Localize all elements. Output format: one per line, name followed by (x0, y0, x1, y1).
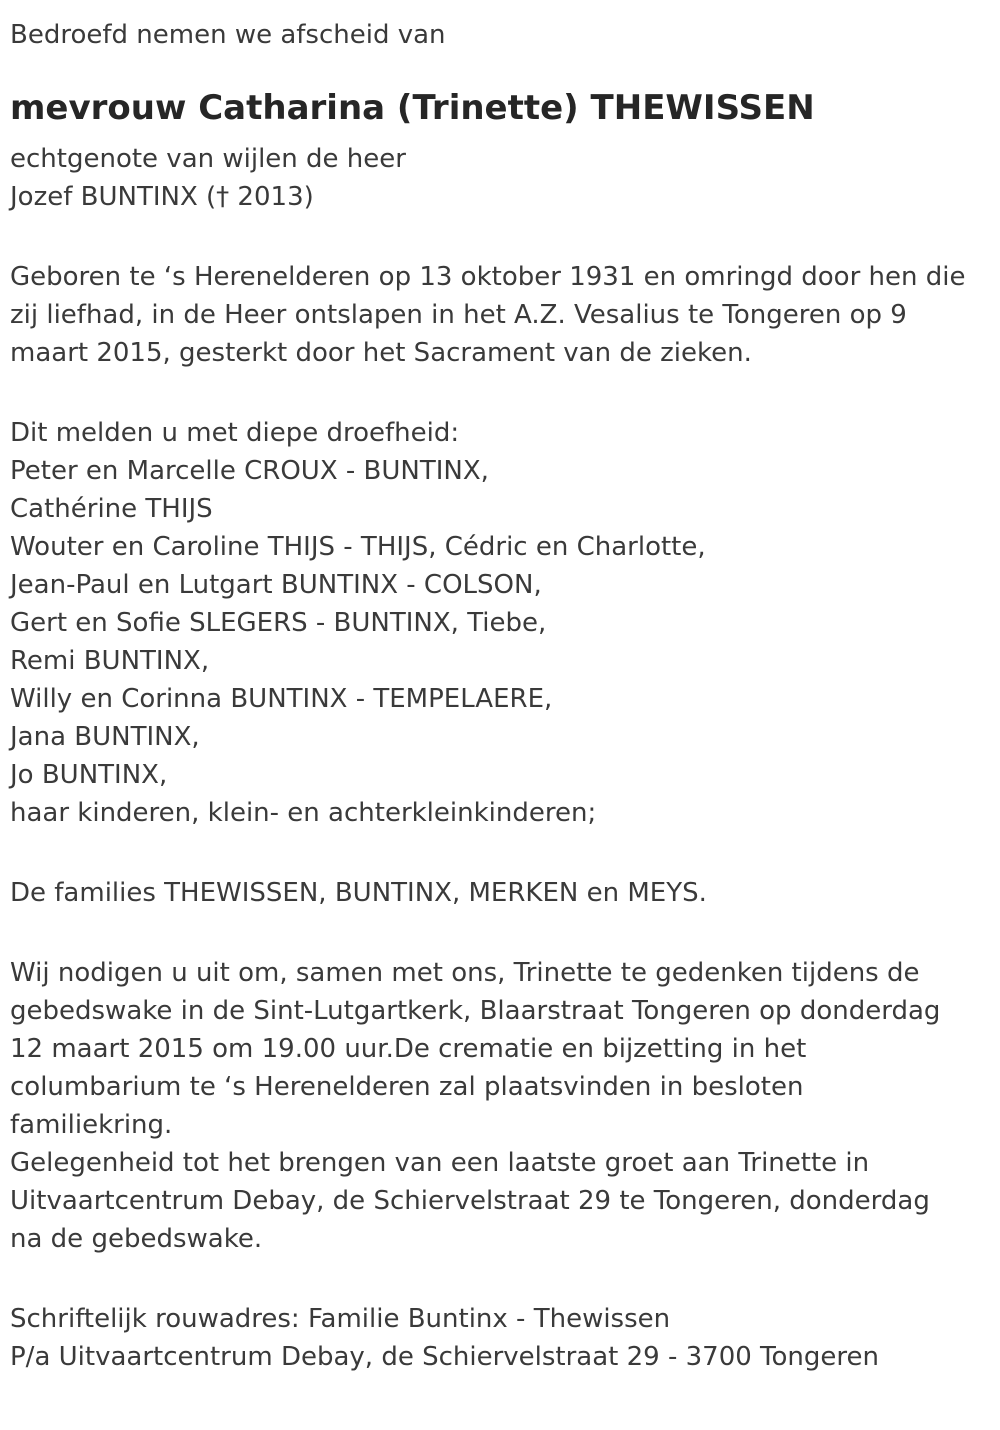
text-line: Peter en Marcelle CROUX - BUNTINX, (10, 456, 489, 486)
text-line: Remi BUNTINX, (10, 646, 210, 676)
deceased-name-title: mevrouw Catharina (Trinette) THEWISSEN (10, 88, 815, 128)
text-line: Willy en Corinna BUNTINX - TEMPELAERE, (10, 684, 553, 714)
text-line: Jean-Paul en Lutgart BUNTINX - COLSON, (10, 570, 542, 600)
text-line: Jo BUNTINX, (10, 760, 168, 790)
text-line: Jana BUNTINX, (10, 722, 200, 752)
text-line: columbarium te ‘s Herenelderen zal plaatsvinden in besloten (10, 1072, 804, 1102)
mourners-list (10, 414, 982, 832)
text-line: Gelegenheid tot het brengen van een laatste groet aan Trinette in (10, 1148, 870, 1178)
postal-address-paragraph (10, 1300, 982, 1376)
text-line: Uitvaartcentrum Debay, de Schiervelstraat 29 te Tongeren, donderdag (10, 1186, 930, 1216)
text-line: P/a Uitvaartcentrum Debay, de Schiervelstraat 29 - 3700 Tongeren (10, 1342, 879, 1372)
families-line: De families THEWISSEN, BUNTINX, MERKEN en MEYS. (10, 878, 707, 908)
text-line: Schriftelijk rouwadres: Familie Buntinx - Thewissen (10, 1304, 671, 1334)
text-line: haar kinderen, klein- en achterkleinkinderen; (10, 798, 597, 828)
spouse-paragraph (10, 140, 982, 216)
text-line: echtgenote van wijlen de heer (10, 144, 406, 174)
text-line: familiekring. (10, 1110, 173, 1140)
text-line: Dit melden u met diepe droefheid: (10, 418, 460, 448)
birth-death-paragraph (10, 258, 982, 372)
text-line: Jozef BUNTINX († 2013) (10, 182, 314, 212)
text-line: na de gebedswake. (10, 1224, 263, 1254)
intro-line: Bedroefd nemen we afscheid van (10, 20, 446, 50)
text-line: Geboren te ‘s Herenelderen op 13 oktober 1931 en omringd door hen die (10, 262, 966, 292)
text-line: Cathérine THIJS (10, 494, 213, 524)
text-line: gebedswake in de Sint-Lutgartkerk, Blaarstraat Tongeren op donderdag (10, 996, 941, 1026)
text-line: maart 2015, gesterkt door het Sacrament van de zieken. (10, 338, 752, 368)
text-line: Wouter en Caroline THIJS - THIJS, Cédric en Charlotte, (10, 532, 706, 562)
text-line: Wij nodigen u uit om, samen met ons, Trinette te gedenken tijdens de (10, 958, 920, 988)
text-line: Gert en Sofie SLEGERS - BUNTINX, Tiebe, (10, 608, 547, 638)
text-line: zij liefhad, in de Heer ontslapen in het A.Z. Vesalius te Tongeren op 9 (10, 300, 907, 330)
text-line: 12 maart 2015 om 19.00 uur.De crematie en bijzetting in het (10, 1034, 807, 1064)
ceremony-paragraph (10, 954, 982, 1258)
